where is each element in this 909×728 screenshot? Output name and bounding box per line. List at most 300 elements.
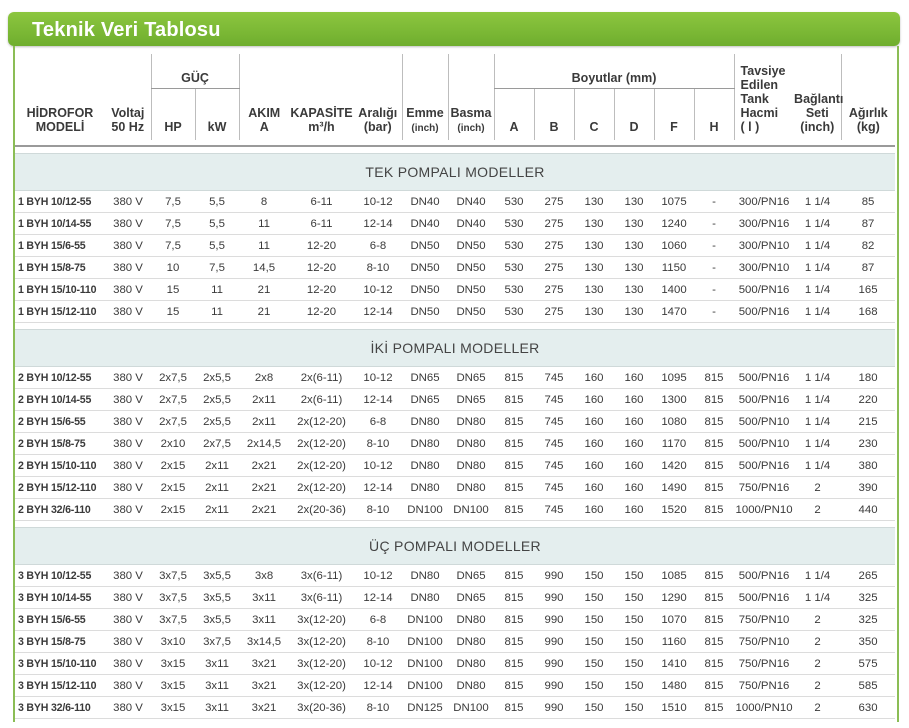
section-header-row <box>15 154 895 191</box>
table-cell: 12-14 <box>354 213 402 235</box>
table-cell: 150 <box>574 697 614 719</box>
table-cell: 1 1/4 <box>794 411 841 433</box>
model-cell: 2 BYH 15/12-110 <box>15 477 105 499</box>
table-cell: 2x21 <box>239 455 289 477</box>
table-cell: 815 <box>694 609 734 631</box>
table-cell: 500/PN16 <box>734 565 794 587</box>
table-cell: 160 <box>614 433 654 455</box>
table-cell: 380 V <box>105 301 151 323</box>
col-current-header: AKIM A <box>239 54 289 140</box>
table-cell: 1080 <box>654 411 694 433</box>
table-cell: 6-11 <box>289 191 354 213</box>
table-cell: 585 <box>841 675 895 697</box>
table-cell: 12-14 <box>354 587 402 609</box>
model-cell: 3 BYH 15/10-110 <box>15 653 105 675</box>
table-cell: 815 <box>494 367 534 389</box>
model-cell: 3 BYH 10/12-55 <box>15 565 105 587</box>
table-row <box>15 565 895 587</box>
table-row <box>15 653 895 675</box>
model-cell: 2 BYH 15/6-55 <box>15 411 105 433</box>
table-cell: 12-20 <box>289 257 354 279</box>
table-cell: 390 <box>841 477 895 499</box>
table-cell: DN125 <box>402 697 448 719</box>
table-cell: 12-20 <box>289 235 354 257</box>
table-cell: 2 <box>794 609 841 631</box>
table-cell: 3x11 <box>195 675 239 697</box>
table-cell: 815 <box>694 389 734 411</box>
table-cell: 380 V <box>105 389 151 411</box>
col-dim-a-header: A <box>494 88 534 140</box>
model-cell: 1 BYH 15/8-75 <box>15 257 105 279</box>
table-cell: DN100 <box>402 675 448 697</box>
table-cell: 3x7,5 <box>195 631 239 653</box>
table-cell: 2x11 <box>195 477 239 499</box>
technical-data-table <box>15 54 895 719</box>
section-title: TEK POMPALI MODELLER <box>15 154 895 191</box>
col-dimensions-header: Boyutlar (mm) <box>494 54 734 88</box>
table-cell: 11 <box>239 213 289 235</box>
table-cell: DN50 <box>448 257 494 279</box>
table-cell: 2x(6-11) <box>289 367 354 389</box>
table-cell: DN50 <box>448 279 494 301</box>
table-cell: 1150 <box>654 257 694 279</box>
table-cell: 990 <box>534 675 574 697</box>
table-cell: 750/PN16 <box>734 477 794 499</box>
model-cell: 1 BYH 10/14-55 <box>15 213 105 235</box>
table-cell: DN40 <box>448 213 494 235</box>
table-cell: DN80 <box>448 675 494 697</box>
table-cell: 745 <box>534 411 574 433</box>
table-cell: 380 V <box>105 191 151 213</box>
col-suction-header: Emme (inch) <box>402 54 448 140</box>
table-cell: 380 V <box>105 367 151 389</box>
table-cell: 745 <box>534 367 574 389</box>
table-cell: 160 <box>574 367 614 389</box>
table-cell: 1000/PN10 <box>734 697 794 719</box>
table-cell: DN80 <box>448 455 494 477</box>
table-cell: 7,5 <box>151 213 195 235</box>
table-cell: 500/PN16 <box>734 279 794 301</box>
table-cell: 1410 <box>654 653 694 675</box>
table-cell: 745 <box>534 389 574 411</box>
col-range-header: Aralığı (bar) <box>358 106 398 134</box>
table-cell: DN80 <box>402 411 448 433</box>
table-cell: 380 V <box>105 455 151 477</box>
table-cell: 1070 <box>654 609 694 631</box>
table-cell: 1240 <box>654 213 694 235</box>
table-cell: 380 V <box>105 697 151 719</box>
table-cell: 815 <box>494 609 534 631</box>
table-cell: 6-8 <box>354 235 402 257</box>
model-cell: 2 BYH 15/8-75 <box>15 433 105 455</box>
table-cell: 1290 <box>654 587 694 609</box>
col-weight-header: Ağırlık (kg) <box>841 54 895 140</box>
table-cell: 815 <box>694 499 734 521</box>
table-cell: 160 <box>614 477 654 499</box>
table-cell: 160 <box>614 389 654 411</box>
table-cell: 2x(12-20) <box>289 411 354 433</box>
section-title: ÜÇ POMPALI MODELLER <box>15 528 895 565</box>
table-cell: 815 <box>494 653 534 675</box>
table-cell: 3x5,5 <box>195 565 239 587</box>
table-row <box>15 675 895 697</box>
table-cell: DN65 <box>448 389 494 411</box>
table-cell: 130 <box>614 213 654 235</box>
page-title: Teknik Veri Tablosu <box>32 19 221 41</box>
model-cell: 1 BYH 15/10-110 <box>15 279 105 301</box>
table-cell: 3x15 <box>151 675 195 697</box>
table-row <box>15 279 895 301</box>
table-cell: 1470 <box>654 301 694 323</box>
table-cell: 7,5 <box>151 235 195 257</box>
table-cell: 160 <box>614 499 654 521</box>
table-cell: 150 <box>614 675 654 697</box>
table-cell: 160 <box>614 411 654 433</box>
table-cell: 380 V <box>105 477 151 499</box>
table-cell: 750/PN10 <box>734 631 794 653</box>
col-discharge-header: Basma (inch) <box>448 54 494 140</box>
table-cell: 160 <box>614 367 654 389</box>
table-cell: 3x(12-20) <box>289 675 354 697</box>
table-cell: 500/PN16 <box>734 455 794 477</box>
table-cell: 3x11 <box>195 697 239 719</box>
table-cell: 990 <box>534 653 574 675</box>
table-cell: 1 1/4 <box>794 191 841 213</box>
table-cell: 1300 <box>654 389 694 411</box>
table-cell: - <box>694 235 734 257</box>
model-cell: 3 BYH 15/6-55 <box>15 609 105 631</box>
table-cell: DN50 <box>402 301 448 323</box>
table-cell: 325 <box>841 587 895 609</box>
table-cell: 3x(12-20) <box>289 653 354 675</box>
table-cell: 11 <box>239 235 289 257</box>
table-cell: 150 <box>614 631 654 653</box>
table-cell: 325 <box>841 609 895 631</box>
table-cell: 160 <box>574 455 614 477</box>
table-row <box>15 697 895 719</box>
table-cell: DN100 <box>402 631 448 653</box>
table-cell: 815 <box>694 367 734 389</box>
table-cell: DN80 <box>448 433 494 455</box>
col-dim-b-header: B <box>534 88 574 140</box>
table-cell: 150 <box>614 697 654 719</box>
table-cell: 530 <box>494 235 534 257</box>
header-row-1 <box>15 54 895 88</box>
table-cell: 500/PN10 <box>734 411 794 433</box>
table-cell: 7,5 <box>195 257 239 279</box>
table-cell: 530 <box>494 257 534 279</box>
table-cell: 815 <box>494 411 534 433</box>
table-cell: 2x7,5 <box>151 411 195 433</box>
col-kw-header: kW <box>195 88 239 140</box>
table-cell: 300/PN16 <box>734 213 794 235</box>
table-cell: 130 <box>574 191 614 213</box>
table-cell: 500/PN16 <box>734 389 794 411</box>
table-cell: 745 <box>534 477 574 499</box>
table-cell: DN80 <box>402 433 448 455</box>
table-cell: 160 <box>574 477 614 499</box>
table-cell: 12-14 <box>354 477 402 499</box>
table-row <box>15 213 895 235</box>
table-cell: 815 <box>494 675 534 697</box>
table-cell: 3x15 <box>151 653 195 675</box>
table-cell: 10-12 <box>354 455 402 477</box>
table-cell: 2x(12-20) <box>289 433 354 455</box>
table-cell: 1510 <box>654 697 694 719</box>
col-dim-d-header: D <box>614 88 654 140</box>
table-cell: 2 <box>794 477 841 499</box>
table-cell: DN80 <box>448 411 494 433</box>
table-cell: 2x(12-20) <box>289 455 354 477</box>
table-cell: 500/PN16 <box>734 301 794 323</box>
table-cell: 440 <box>841 499 895 521</box>
table-cell: 300/PN10 <box>734 257 794 279</box>
table-cell: 745 <box>534 455 574 477</box>
table-cell: 2x5,5 <box>195 389 239 411</box>
section-gap <box>15 146 895 154</box>
table-cell: 3x(12-20) <box>289 609 354 631</box>
table-cell: 2x15 <box>151 499 195 521</box>
table-cell: 380 V <box>105 257 151 279</box>
table-cell: 2 <box>794 675 841 697</box>
table-cell: 3x11 <box>239 609 289 631</box>
table-cell: 275 <box>534 279 574 301</box>
table-cell: 2x5,5 <box>195 367 239 389</box>
table-cell: 815 <box>694 675 734 697</box>
table-cell: - <box>694 279 734 301</box>
table-cell: 2 <box>794 499 841 521</box>
table-cell: 6-8 <box>354 411 402 433</box>
table-cell: 2x8 <box>239 367 289 389</box>
table-cell: 500/PN16 <box>734 367 794 389</box>
table-cell: 1 1/4 <box>794 213 841 235</box>
col-dim-h-header: H <box>694 88 734 140</box>
table-cell: 3x15 <box>151 697 195 719</box>
table-cell: 160 <box>614 455 654 477</box>
table-cell: 3x7,5 <box>151 587 195 609</box>
table-cell: 3x5,5 <box>195 609 239 631</box>
table-cell: 380 V <box>105 213 151 235</box>
table-cell: 5,5 <box>195 235 239 257</box>
table-cell: 150 <box>574 587 614 609</box>
table-cell: 815 <box>694 477 734 499</box>
table-cell: 12-14 <box>354 675 402 697</box>
table-cell: 750/PN10 <box>734 609 794 631</box>
table-row <box>15 235 895 257</box>
table-cell: 8-10 <box>354 631 402 653</box>
table-cell: 2x(12-20) <box>289 477 354 499</box>
model-cell: 2 BYH 10/14-55 <box>15 389 105 411</box>
table-cell: 5,5 <box>195 191 239 213</box>
table-cell: DN50 <box>402 235 448 257</box>
model-cell: 1 BYH 15/6-55 <box>15 235 105 257</box>
table-cell: - <box>694 213 734 235</box>
table-cell: DN65 <box>448 565 494 587</box>
table-cell: 275 <box>534 257 574 279</box>
table-cell: 1 1/4 <box>794 367 841 389</box>
table-cell: 3x(6-11) <box>289 565 354 587</box>
table-row <box>15 257 895 279</box>
table-cell: 8 <box>239 191 289 213</box>
table-cell: 1 1/4 <box>794 235 841 257</box>
model-cell: 2 BYH 32/6-110 <box>15 499 105 521</box>
table-cell: 380 V <box>105 235 151 257</box>
table-cell: 160 <box>574 433 614 455</box>
table-cell: 815 <box>494 477 534 499</box>
table-cell: 1420 <box>654 455 694 477</box>
table-cell: 160 <box>574 499 614 521</box>
model-cell: 1 BYH 15/12-110 <box>15 301 105 323</box>
table-cell: 1170 <box>654 433 694 455</box>
col-model-header: HİDROFOR MODELİ <box>26 106 94 134</box>
table-cell: 1075 <box>654 191 694 213</box>
table-cell: 2x14,5 <box>239 433 289 455</box>
table-cell: 150 <box>614 587 654 609</box>
table-cell: 275 <box>534 301 574 323</box>
table-cell: 990 <box>534 565 574 587</box>
table-cell: 500/PN16 <box>734 587 794 609</box>
table-cell: 150 <box>614 653 654 675</box>
table-cell: 2x15 <box>151 477 195 499</box>
table-cell: 3x(12-20) <box>289 631 354 653</box>
table-cell: 265 <box>841 565 895 587</box>
table-cell: 380 V <box>105 675 151 697</box>
table-cell: 6-8 <box>354 609 402 631</box>
table-cell: 3x7,5 <box>151 609 195 631</box>
col-tank-header: Tavsiye Edilen Tank Hacmi ( l ) <box>734 54 794 140</box>
table-cell: 3x21 <box>239 675 289 697</box>
table-cell: 10-12 <box>354 191 402 213</box>
table-cell: DN65 <box>448 587 494 609</box>
table-cell: 745 <box>534 499 574 521</box>
table-cell: 87 <box>841 257 895 279</box>
table-cell: 150 <box>574 653 614 675</box>
table-cell: 380 V <box>105 411 151 433</box>
table-cell: 2x15 <box>151 455 195 477</box>
table-cell: 230 <box>841 433 895 455</box>
table-cell: 3x10 <box>151 631 195 653</box>
table-cell: 1 1/4 <box>794 587 841 609</box>
table-row <box>15 433 895 455</box>
table-cell: DN80 <box>402 455 448 477</box>
table-cell: 2 <box>794 697 841 719</box>
table-cell: - <box>694 301 734 323</box>
table-cell: 6-11 <box>289 213 354 235</box>
table-cell: 815 <box>494 697 534 719</box>
table-cell: 1520 <box>654 499 694 521</box>
model-cell: 3 BYH 32/6-110 <box>15 697 105 719</box>
table-cell: 130 <box>614 257 654 279</box>
table-cell: 1 1/4 <box>794 301 841 323</box>
table-cell: 3x(6-11) <box>289 587 354 609</box>
table-cell: 2x21 <box>239 477 289 499</box>
table-row <box>15 301 895 323</box>
table-cell: 990 <box>534 631 574 653</box>
table-cell: 150 <box>574 609 614 631</box>
table-cell: DN100 <box>402 499 448 521</box>
table-cell: 275 <box>534 235 574 257</box>
table-cell: 7,5 <box>151 191 195 213</box>
table-cell: 14,5 <box>239 257 289 279</box>
table-cell: 380 V <box>105 653 151 675</box>
model-cell: 3 BYH 10/14-55 <box>15 587 105 609</box>
table-cell: DN80 <box>402 587 448 609</box>
table-cell: DN50 <box>402 257 448 279</box>
table-cell: 150 <box>614 565 654 587</box>
table-cell: 530 <box>494 301 534 323</box>
table-cell: 815 <box>694 565 734 587</box>
table-cell: 130 <box>614 279 654 301</box>
table-cell: 380 V <box>105 433 151 455</box>
table-cell: 215 <box>841 411 895 433</box>
table-cell: DN80 <box>402 565 448 587</box>
table-cell: 8-10 <box>354 697 402 719</box>
table-cell: 11 <box>195 301 239 323</box>
table-cell: 1 1/4 <box>794 257 841 279</box>
table-cell: DN65 <box>448 367 494 389</box>
table-cell: DN50 <box>448 301 494 323</box>
table-cell: 1160 <box>654 631 694 653</box>
table-cell: 10-12 <box>354 653 402 675</box>
table-cell: 1 1/4 <box>794 389 841 411</box>
table-cell: 3x(20-36) <box>289 697 354 719</box>
table-cell: DN50 <box>448 235 494 257</box>
table-cell: 150 <box>574 565 614 587</box>
table-cell: 2 <box>794 653 841 675</box>
table-cell: 10 <box>151 257 195 279</box>
col-dim-f-header: F <box>654 88 694 140</box>
table-cell: DN100 <box>402 609 448 631</box>
table-cell: 3x7,5 <box>151 565 195 587</box>
table-row <box>15 191 895 213</box>
table-cell: 630 <box>841 697 895 719</box>
table-cell: 750/PN16 <box>734 653 794 675</box>
table-cell: 990 <box>534 587 574 609</box>
table-cell: 380 V <box>105 609 151 631</box>
table-row <box>15 587 895 609</box>
table-cell: 130 <box>614 191 654 213</box>
model-cell: 1 BYH 10/12-55 <box>15 191 105 213</box>
table-cell: 500/PN10 <box>734 433 794 455</box>
table-cell: 150 <box>574 675 614 697</box>
col-voltage-header: Voltaj 50 Hz <box>111 106 145 134</box>
table-cell: 1 1/4 <box>794 279 841 301</box>
table-cell: DN80 <box>448 631 494 653</box>
table-cell: 530 <box>494 191 534 213</box>
table-cell: 165 <box>841 279 895 301</box>
table-cell: 2x7,5 <box>151 367 195 389</box>
table-row <box>15 609 895 631</box>
table-cell: 12-14 <box>354 389 402 411</box>
table-cell: 530 <box>494 213 534 235</box>
table-cell: 815 <box>494 433 534 455</box>
table-cell: 2x11 <box>239 411 289 433</box>
table-cell: 82 <box>841 235 895 257</box>
col-dim-c-header: C <box>574 88 614 140</box>
table-cell: 150 <box>574 631 614 653</box>
table-cell: 1 1/4 <box>794 455 841 477</box>
model-cell: 2 BYH 15/10-110 <box>15 455 105 477</box>
table-cell: 2x(6-11) <box>289 389 354 411</box>
section-title: İKİ POMPALI MODELLER <box>15 330 895 367</box>
table-cell: 130 <box>574 301 614 323</box>
table-cell: DN100 <box>402 653 448 675</box>
table-cell: 130 <box>574 279 614 301</box>
table-cell: 2x11 <box>239 389 289 411</box>
table-cell: 2x11 <box>195 499 239 521</box>
table-cell: 1000/PN10 <box>734 499 794 521</box>
col-hp-header: HP <box>151 88 195 140</box>
